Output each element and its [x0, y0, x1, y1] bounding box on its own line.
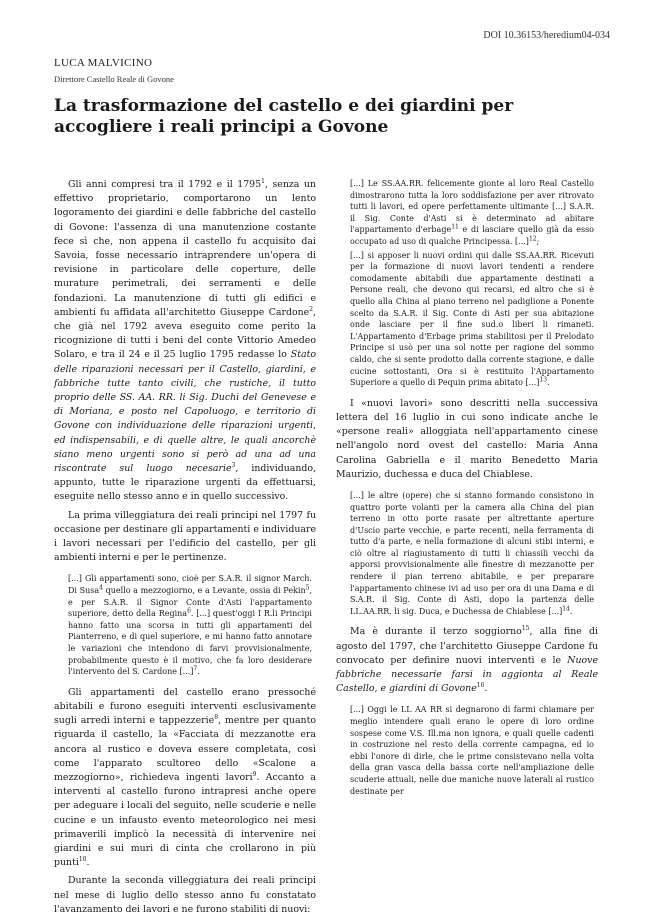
left-column — [54, 178, 316, 921]
doi-label: DOI 10.36153/heredium04-034 — [483, 30, 610, 41]
block-quote-3: [...] le altre (opere) che si stanno formando consistono in quattro porte volanti per la camera alla China del pian terreno in otto porte rasate per altrettante aperture d'Uscio parte vecchie, e parte recenti, nella ferramenta di tutto d'a parte, e nella formazione di alcuni stibi interni, e ciò oltre al riagiustamento di tutti li chiassili vecchi da apporsi provvisionalmente alle finestre di mezzanotte per rendere il pian terreno abitabile, e per preparare l'appartamento chinese ivi ad uso per ora di una Dama e di S.A.R. il Sig. Conte di Asti, dopo la partenza delle LL.AA.RR. li sig. Duca, e Duchessa de Chiablese [...]$^{14}$. — [350, 490, 594, 616]
author-affiliation: Direttore Castello Reale di Govone — [54, 74, 174, 84]
paragraph-5: I «nuovi lavori» sono descritti nella successiva lettera del 16 luglio in cui sono indicate anche le «persone reali» alloggiata nell'appartamento cinese nell'angolo nord ovest del castello: Maria Anna Carolina Gabriella e il marito Benedetto Maria Maurizio, duchessa e duca del Chiablese. — [336, 397, 598, 480]
paragraph-1: Gli anni compresi tra il 1792 e il 1795$^1$, senza un effettivo proprietario, comportarono un lento logoramento dei giardini e delle fabbriche del castello di Govone: l'assenza di una manutenzione costante fece sì che, non appena il castello fu acquisito dai Savoia, fosse necessario intraprendere un'opera di revisione in particolare delle coperture, delle murature perimetrali, dei serramenti e delle fondazioni. La manutenzione di tutti gli edifici e ambienti fu affidata all'architetto Giuseppe Cardone$^2$, che già nel 1792 aveva eseguito come perito la ricognizione di tutti i beni del conte Vittorio Amedeo Solaro, e tra il 24 e il 25 luglio 1795 redasse lo Stato delle riparazioni necessari per il Castello, giardini, e fabbriche tutte tanto civili, che rustiche, il tutto proprio delle SS. AA. RR. li Sig. Duchi del Genevese e di Moriana, e posto nel Capoluogo, e territorio di Govone con individuazione delle riparazioni urgenti, ed indispensabili, e di quelle altre, le quali ancorchè siano meno urgenti sono si però ad una ad una riscontrate sul luogo necesarie$^3$, individuando, appunto, tutte le riparazione urgenti da effettuarsi, eseguite nello stesso anno e in quello successivo. — [54, 177, 316, 503]
paragraph-4: Durante la seconda villeggiatura dei reali principi nel mese di luglio dello stesso anno fu constatato l'avanzamento dei lavori e ne furono stabiliti di nuovi: — [54, 875, 316, 915]
paragraph-6: Ma è durante il terzo soggiorno$^{15}$, alla fine di agosto del 1797, che l'architetto Giuseppe Cardone fu convocato per definire nuovi interventi e le Nuove fabbriche necessarie farsi in aggionta al Reale Castello, e giardini di Govone$^{16}$. — [336, 625, 598, 695]
block-quote-1: [...] Gli appartamenti sono, cioè per S.A.R. il signor March. Di Susa$^4$ quello a mezzogiorno, e a Levante, ossia di Pekin$^5$, e per S.A.R. il Signor Conte d'Asti l'appartamento superiore, detto della Regina$^6$. [...] quest'oggi I R.li Principi hanno fatto una scorsa in tutti gli appartamenti del Pianterreno, e di quel superiore, e mi hanno fatto annotare le variazioni che intendono di farvi provvisionalmente, probabilmente questo è il motivo, che fa loro desiderare l'intervento del S. Cardone [...]$^7$. — [68, 574, 312, 677]
block-quote-2: [...] Le SS.AA.RR. felicemente gionte al loro Real Castello dimostrarono tutta la loro soddisfazione per aver ritrovato tutti li lavori, ed opere perfettamente ultimante [...] S.A.R. il Sig. Conte d'Asti si è determinato ad abitare l'appartamento d'erbage$^{11}$ e di lasciare quello già da esso occupato ad uso di qualche Principessa. [...]$^{12}$; [...] si apposer li nuovi ordini qui dalle SS.AA.RR. Ricevuti per la formazione di nuovi lavori tendenti a rendere comodamente abitabili due appartamente destinati a Persone reali, che devono qui recarsi, ed altro che si è quello alla China al piano terreno nel padiglione a Ponente scelto da S.A.R. il Sig. Conte di Asti per sua abitazione onde lasciare per il fine sud.o liberi li rimaneti. L'Appartamento d'Erbage prima stabilitosi per il Prelodato Principe si usò per una sol notte per ragione del sommo caldo, che si sente prodotto dalla corrente stagione, e dalle cucine sottostanti, Ora si è restituito l'Appartamento Superiore a quello di Pequin prima abitato [...]$^{13}$. — [350, 179, 594, 388]
right-column — [336, 178, 598, 805]
author-name: LUCA MALVICINO — [54, 57, 153, 69]
paragraph-2: La prima villeggiatura dei reali principi nel 1797 fu occasione per destinare gli appartamenti e individuare i lavori necessari per l'edificio del castello, per gli ambienti interni e per le pertinenze. — [54, 509, 316, 564]
article-title: La trasformazione del castello e dei giardini per accogliere i reali principi a Govone — [54, 96, 514, 137]
paragraph-3: Gli appartamenti del castello erano pressoché abitabili e furono eseguiti interventi esclusivamente sugli arredi interni e tappezzerie$^8$, mentre per quanto riguarda il castello, la «Facciata di mezzanotte era ancora al rustico e doveva essere completata, così come l'apparato scultoreo dello «Scalone a mezzogiorno», richiedeva ingenti lavori$^9$. Accanto a interventi al castello furono intrapresi anche opere per adeguare i locali del seguito, nelle scuderie e nelle cucine e un infausto evento meteorologico nei mesi primaverili implicò la necessità di intervenire nei giardini e sui muri di cinta che crollarono in più punti$^{10}$. — [54, 686, 316, 869]
block-quote-4: [...] Oggi le LL AA RR si degnarono di farmi chiamare per meglio intendere quali erano le opere di loro ordine sospese come V.S. Ill.ma non ignora, e quali quelle cadenti in costruzione nel resto della corrente campagna, ed io ebbi l'onore di dirle, che le prime consistevano nella volta della gran vasca della bassa corte nell'ampliazione delle scuderie attuali, nelle due maniche nuove laterali al rustico destinate per — [350, 705, 594, 796]
